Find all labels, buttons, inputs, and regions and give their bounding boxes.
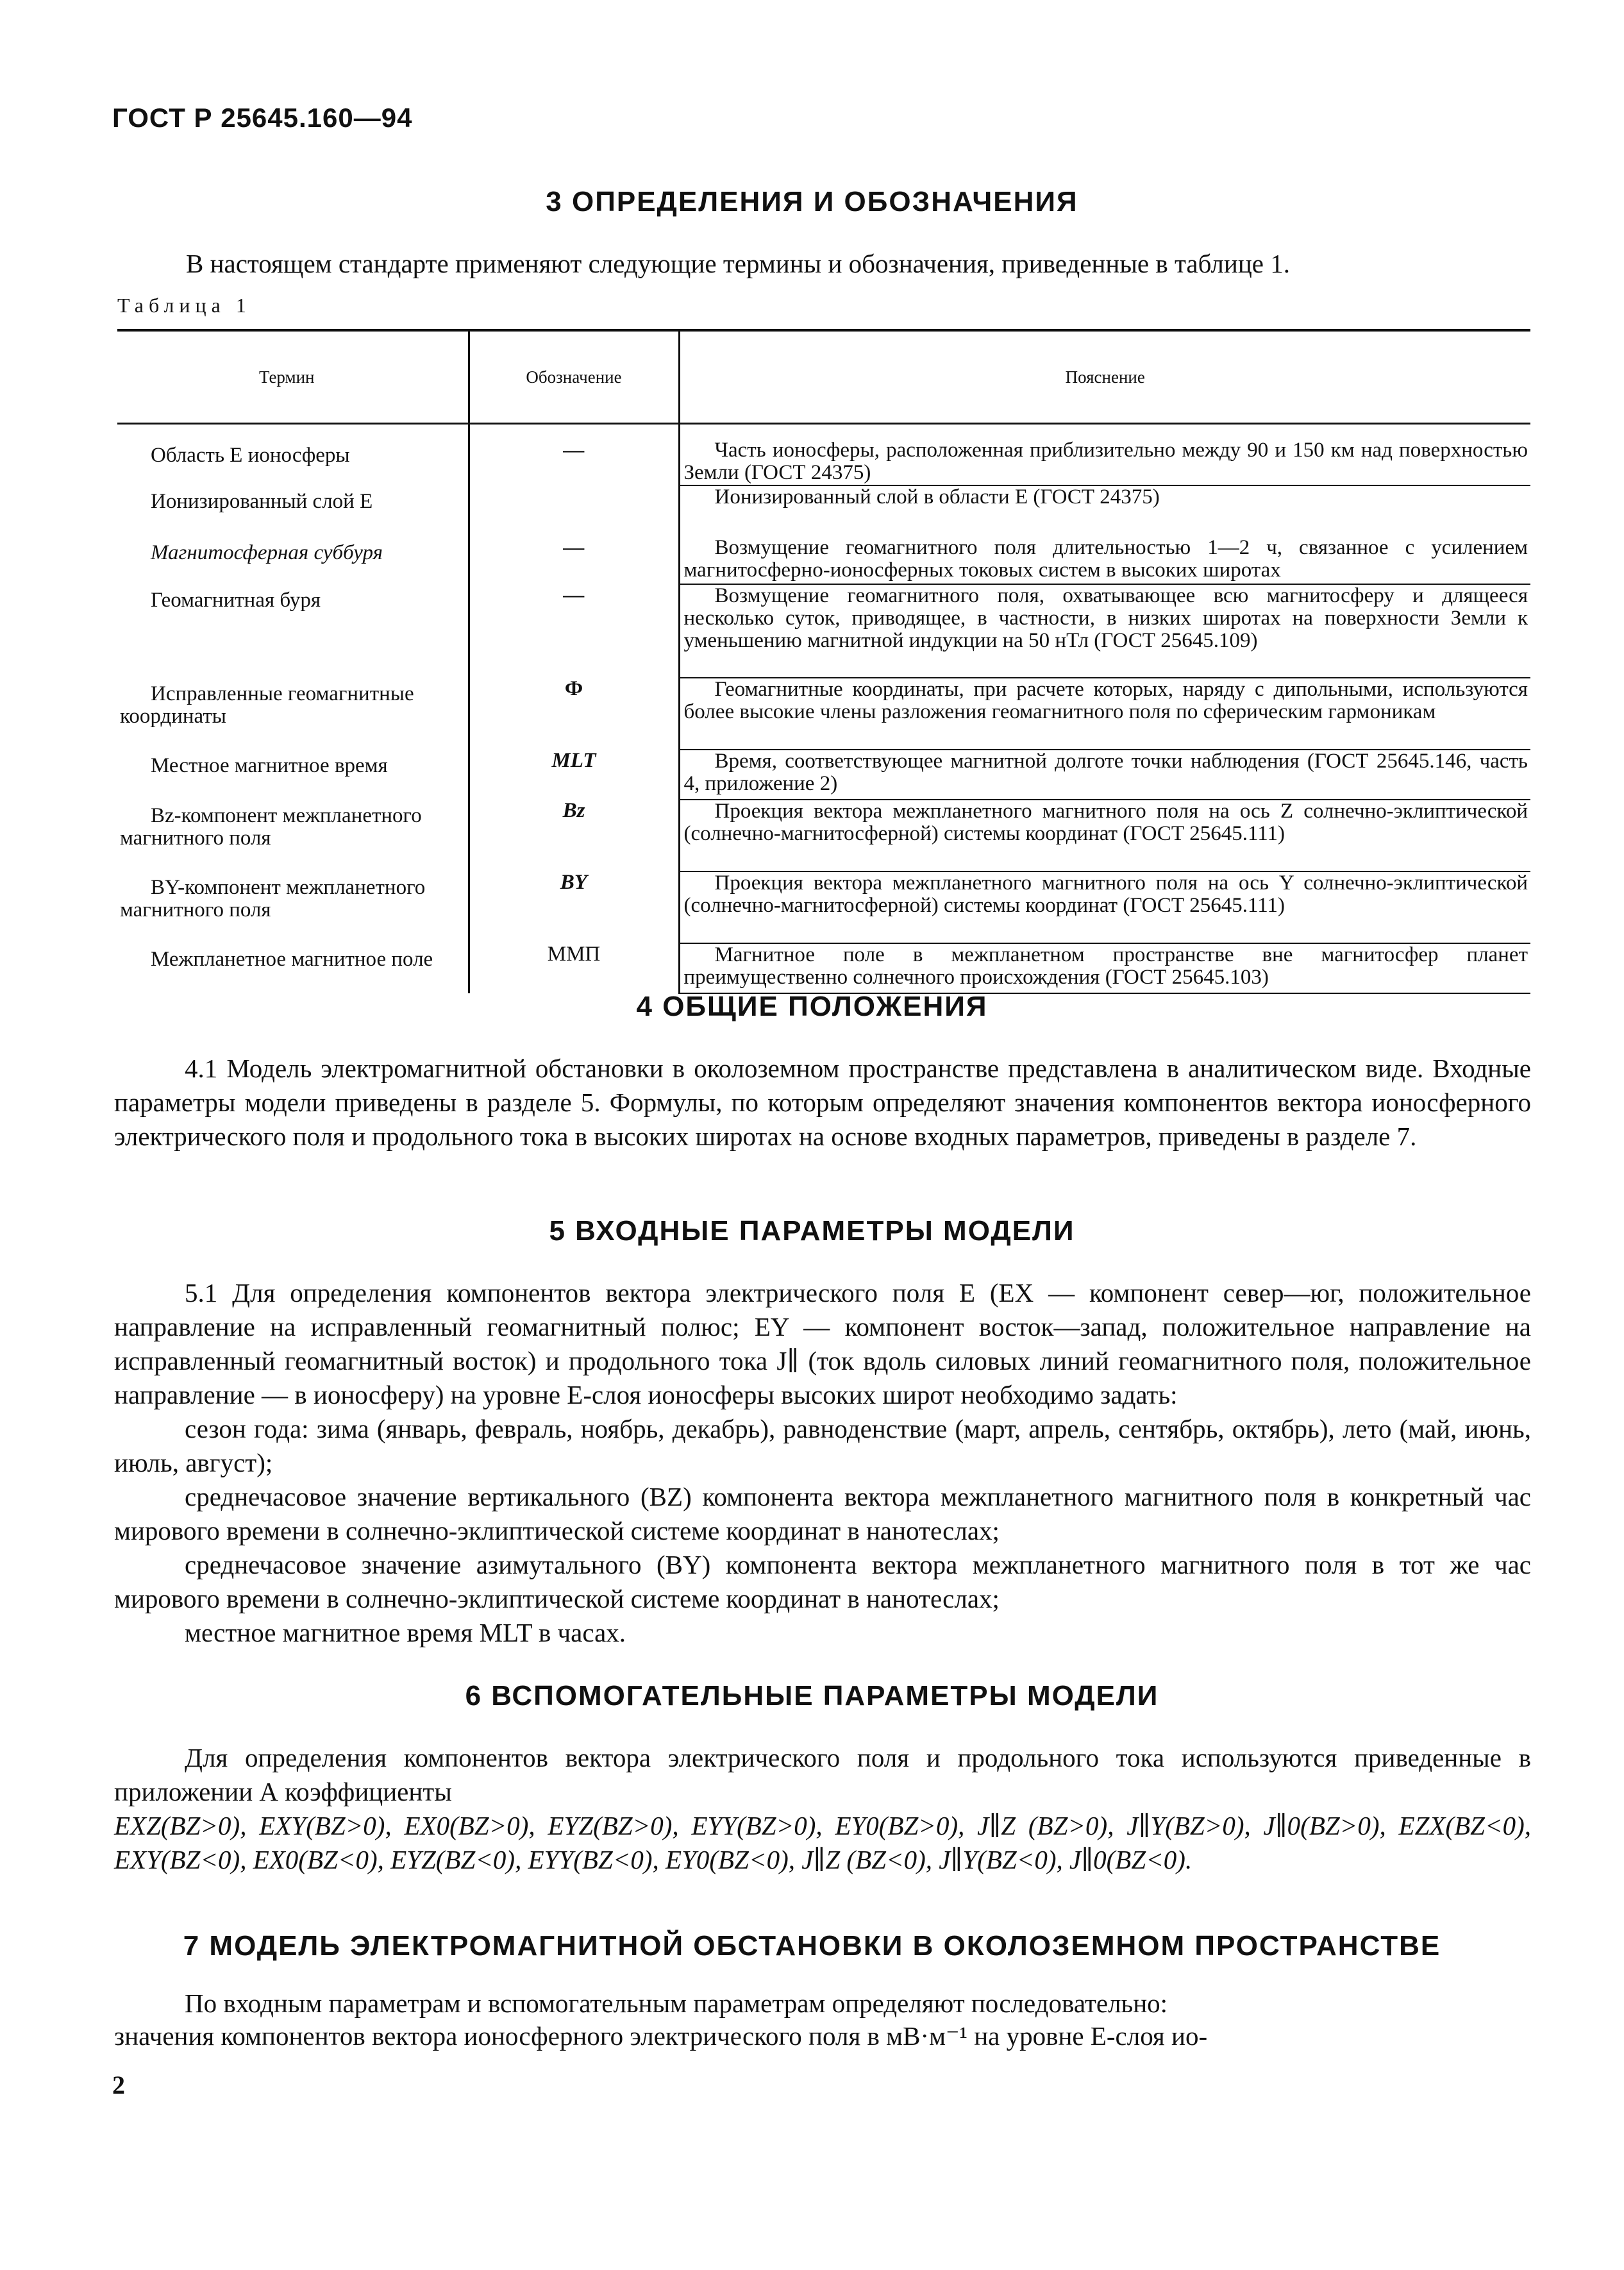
table-row	[117, 485, 1530, 537]
row-symbol: Bz	[469, 800, 679, 871]
section-5-bz: среднечасовое значение вертикального (BZ) компонента вектора межпланетного магнитного поля в конкретный час мирового времени в солнечно-эклиптической системе координат в нанотеслах;	[114, 1482, 1531, 1545]
section-5-paragraph-1: 5.1 Для определения компонентов вектора электрического поля E (EX — компонент север—юг, положительное направление на исправленный геомагнитный полюс; EY — компонент восток—запад, положительное направление на исправленный геомагнитный восток) и продольного тока J∥ (ток вдоль силовых линий геомагнитного поля, положительное направление — в ионосферу) на уровне E-слоя ионосферы высоких широт необходимо задать:	[114, 1278, 1531, 1409]
table-row	[117, 537, 1530, 584]
row-term: Местное магнитное время	[117, 750, 469, 800]
row-term: Bz-компонент межпланетного магнитного поля	[117, 800, 469, 871]
row-symbol: Ф	[469, 678, 679, 750]
section-3-title: 3 ОПРЕДЕЛЕНИЯ И ОБОЗНАЧЕНИЯ	[546, 186, 1078, 217]
row-symbol: —	[469, 439, 679, 485]
section-7-paragraph-2: значения компонентов вектора ионосферного электрического поля в мВ·м⁻¹ на уровне E-слоя ио-	[114, 2021, 1208, 2051]
page-number: 2	[112, 2071, 125, 2099]
definitions-table	[117, 329, 1530, 994]
table-row	[117, 584, 1530, 678]
row-symbol	[469, 485, 679, 537]
row-symbol: MLT	[469, 750, 679, 800]
row-explanation: Часть ионосферы, расположенная приблизительно между 90 и 150 км над поверхностью Земли (ГОСТ 24375)	[679, 439, 1530, 485]
table-label: Таблица 1	[117, 294, 251, 317]
document-code: ГОСТ Р 25645.160—94	[112, 103, 413, 133]
row-term: Область E ионосферы	[117, 439, 469, 485]
row-explanation: Возмущение геомагнитного поля, охватывающее всю магнитосферу и длящееся несколько суток, приводящее, в частности, в низких широтах на поверхности Земли к уменьшению магнитной индукции на 50 нТл (ГОСТ 25645.109)	[679, 584, 1530, 678]
row-term: Геомагнитная буря	[117, 584, 469, 678]
section-5-by: среднечасовое значение азимутального (BY) компонента вектора межпланетного магнитного поля в тот же час мирового времени в солнечно-эклиптической системе координат в нанотеслах;	[114, 1550, 1531, 1613]
table-row	[117, 800, 1530, 871]
row-term: BY-компонент межпланетного магнитного поля	[117, 871, 469, 943]
table-row	[117, 750, 1530, 800]
row-term: Межпланетное магнитное поле	[117, 943, 469, 993]
row-explanation: Магнитное поле в межпланетном пространстве вне магнитосфер планет преимущественно солнечного происхождения (ГОСТ 25645.103)	[679, 943, 1530, 993]
row-explanation: Проекция вектора межпланетного магнитного поля на ось Z солнечно-эклиптической (солнечно-магнитосферной) системы координат (ГОСТ 25645.111)	[679, 800, 1530, 871]
row-explanation: Время, соответствующее магнитной долготе точки наблюдения (ГОСТ 25645.146, часть 4, приложение 2)	[679, 750, 1530, 800]
section-4-paragraph: 4.1 Модель электромагнитной обстановки в околоземном пространстве представлена в аналитическом виде. Входные параметры модели приведены в разделе 5. Формулы, по которым определяют значения компонентов вектора ионосферного электрического поля и продольного тока в высоких широтах на основе входных параметров, приведены в разделе 7.	[114, 1054, 1531, 1151]
table-row	[117, 943, 1530, 993]
section-5-title: 5 ВХОДНЫЕ ПАРАМЕТРЫ МОДЕЛИ	[549, 1215, 1075, 1247]
section-4-title: 4 ОБЩИЕ ПОЛОЖЕНИЯ	[636, 991, 988, 1022]
header-symbol: Обозначение	[469, 330, 679, 424]
row-term: Ионизированный слой E	[117, 485, 469, 537]
section-7-paragraph-1: По входным параметрам и вспомогательным параметрам определяют последовательно:	[185, 1988, 1168, 2018]
row-symbol: —	[469, 584, 679, 678]
table-row	[117, 871, 1530, 943]
row-term: Магнитосферная суббуря	[117, 537, 469, 584]
row-term: Исправленные геомагнитные координаты	[117, 678, 469, 750]
header-term: Термин	[117, 330, 469, 424]
row-explanation: Геомагнитные координаты, при расчете которых, наряду с дипольными, используются более высокие члены разложения геомагнитного поля по сферическим гармоникам	[679, 678, 1530, 750]
section-6-paragraph: Для определения компонентов вектора электрического поля и продольного тока используются приведенные в приложении А коэффициенты	[114, 1743, 1531, 1806]
table-row	[117, 439, 1530, 485]
coefficients-formula: EXZ(BZ>0), EXY(BZ>0), EX0(BZ>0), EYZ(BZ>0), EYY(BZ>0), EY0(BZ>0), J∥Z (BZ>0), J∥Y(BZ>0), J∥0(BZ>0), EZX(BZ<0), EXY(BZ<0), EX0(BZ<0), EYZ(BZ<0), EYY(BZ<0), EY0(BZ<0), J∥Z (BZ<0), J∥Y(BZ<0), J∥0(BZ<0).	[114, 1811, 1531, 1874]
table-header-row	[117, 330, 1530, 424]
section-6-title: 6 ВСПОМОГАТЕЛЬНЫЕ ПАРАМЕТРЫ МОДЕЛИ	[465, 1680, 1159, 1711]
row-explanation: Проекция вектора межпланетного магнитного поля на ось Y солнечно-эклиптической (солнечно-магнитосферной) системы координат (ГОСТ 25645.111)	[679, 871, 1530, 943]
section-3-intro: В настоящем стандарте применяют следующие термины и обозначения, приведенные в таблице 1.	[186, 249, 1290, 278]
row-symbol: ММП	[469, 943, 679, 993]
table-row	[117, 678, 1530, 750]
row-explanation: Возмущение геомагнитного поля длительностью 1—2 ч, связанное с усилением магнитосферно-ионосферных токовых систем в высоких широтах	[679, 537, 1530, 584]
section-7-title: 7 МОДЕЛЬ ЭЛЕКТРОМАГНИТНОЙ ОБСТАНОВКИ В ОКОЛОЗЕМНОМ ПРОСТРАНСТВЕ	[183, 1930, 1441, 1962]
section-5-season: сезон года: зима (январь, февраль, ноябрь, декабрь), равноденствие (март, апрель, сентябрь, октябрь), лето (май, июнь, июль, август);	[114, 1414, 1531, 1477]
section-5-mlt: местное магнитное время MLT в часах.	[185, 1618, 626, 1647]
row-symbol: BY	[469, 871, 679, 943]
row-explanation: Ионизированный слой в области E (ГОСТ 24375)	[714, 485, 1160, 509]
row-symbol: —	[469, 537, 679, 584]
header-explanation: Пояснение	[679, 330, 1530, 424]
